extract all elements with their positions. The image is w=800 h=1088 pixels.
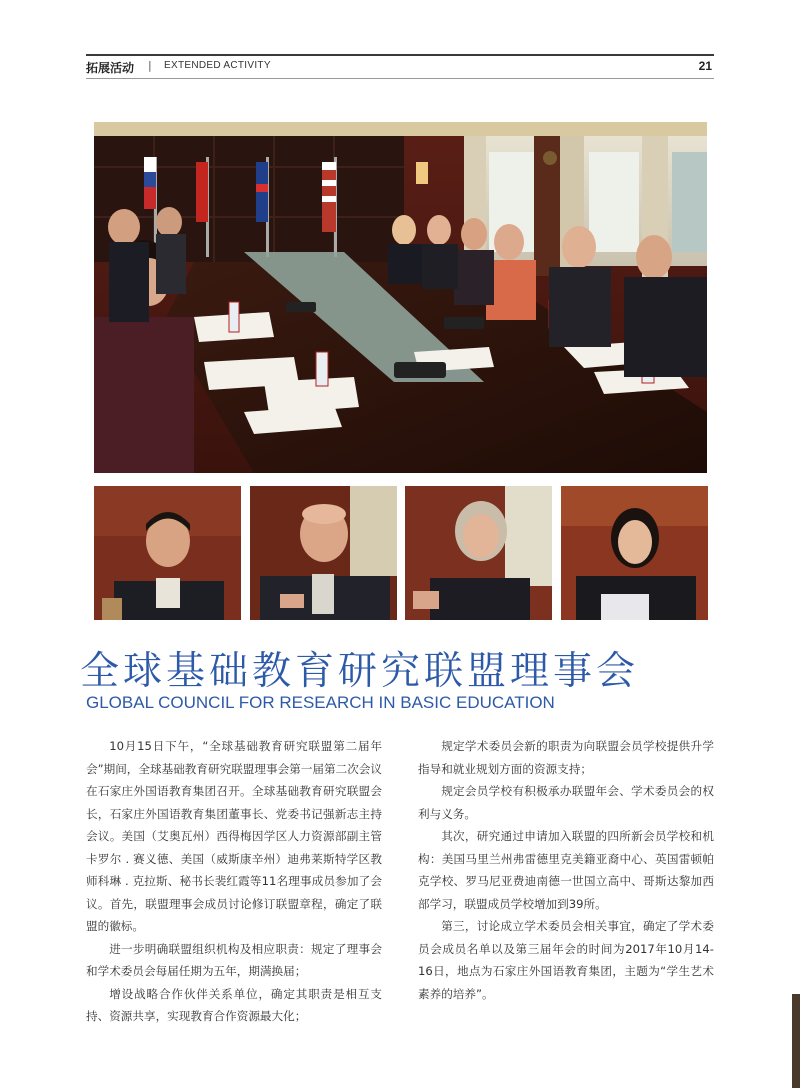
paragraph: 10月15日下午，“全球基础教育研究联盟第二届年会”期间，全球基础教育研究联盟理事会第一届第二次会议在石家庄外国语教育集团召开。全球基础教育研究联盟会长，石家庄外国语教育集团董事长、党委书记强新志主持会议。美国（艾奥瓦州）西得梅因学区人力资源部副主管卡罗尔 . 赛义德、美国（威斯康辛州）迪弗莱斯特学区教师科琳 . 克拉斯、秘书长裴红霞等11名理事成员参加了会议。首先，联盟理事会成员讨论修订联盟章程，确定了联盟的徽标。	[86, 739, 382, 933]
page-edge-tab	[792, 994, 800, 1088]
header-separator: |	[148, 59, 152, 72]
article-column-left	[86, 735, 382, 1028]
paragraph: 增设战略合作伙伴关系单位，确定其职责是相互支持、资源共享，实现教育合作资源最大化；	[86, 986, 382, 1023]
paragraph: 规定会员学校有积极承办联盟年会、学术委员会的权利与义务。	[418, 784, 714, 821]
paragraph: 进一步明确联盟组织机构及相应职责：规定了理事会和学术委员会每届任期为五年，期满换届；	[86, 941, 382, 978]
article-title-zh: 全球基础教育研究联盟理事会	[80, 649, 640, 694]
paragraph: 第三，讨论成立学术委员会相关事宜，确定了学术委员会成员名单以及第三届年会的时间为2017年10月14-16日，地点为石家庄外国语教育集团，主题为“学生艺术素养的培养”。	[418, 919, 714, 1001]
paragraph: 其次，研究通过申请加入联盟的四所新会员学校和机构：美国马里兰州弗雷德里克美籍亚裔中心、英国雷顿帕克学校、罗马尼亚费迪南德一世国立高中、哥斯达黎加西部学习，联盟成员学校增加到39所。	[418, 829, 714, 911]
meeting-photo	[94, 122, 707, 473]
article-column-right	[418, 735, 714, 1005]
portrait-photo-3	[405, 486, 552, 620]
portrait-photo-2	[250, 486, 397, 620]
page-header	[86, 54, 714, 79]
page-number: 21	[698, 59, 712, 73]
section-title-zh: 拓展活动	[86, 61, 135, 75]
paragraph: 规定学术委员会新的职责为向联盟会员学校提供升学指导和就业规划方面的资源支持；	[418, 739, 714, 776]
article-title-en: GLOBAL COUNCIL FOR RESEARCH IN BASIC EDUCATION	[86, 693, 555, 712]
section-title-en: EXTENDED ACTIVITY	[164, 60, 271, 71]
portrait-photo-1	[94, 486, 241, 620]
portrait-photo-4	[561, 486, 708, 620]
